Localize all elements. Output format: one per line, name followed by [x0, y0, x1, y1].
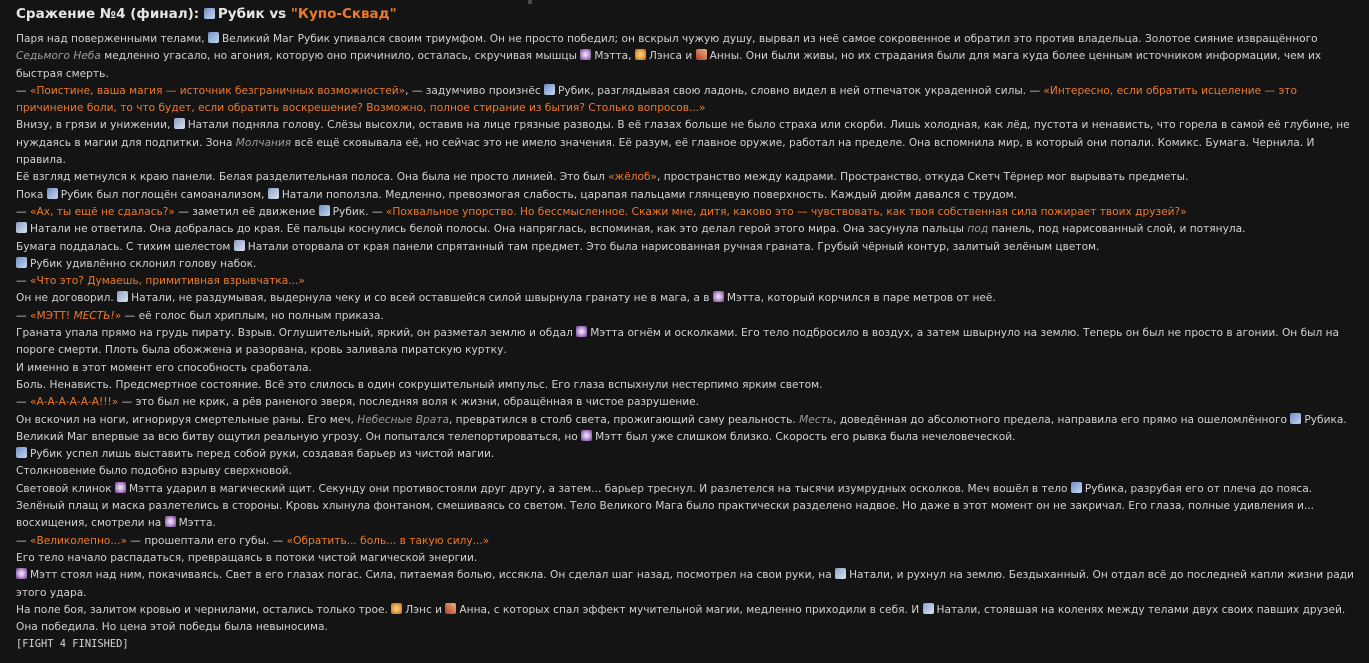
text-run: , разглядывая свою ладонь, словно видел в ней отпечаток украденной силы. — [590, 84, 1041, 97]
character-name: Мэтт [30, 569, 58, 582]
bow-icon [696, 49, 707, 60]
paragraph [16, 221, 1356, 238]
paragraph [16, 394, 1356, 411]
text-run: — [16, 84, 30, 97]
paragraph [16, 446, 1356, 463]
text-run: , пространство между кадрами. Пространство, откуда Скетч Тёрнер мог вырывать предметы. [657, 171, 1189, 184]
fight-title-rubik: Рубик [217, 6, 265, 22]
character-name: Рубика [1084, 482, 1124, 495]
italic-term: Седьмого Неба [16, 50, 101, 63]
paragraph [16, 550, 1356, 567]
text-run: , который корчился в паре метров от неё. [760, 292, 996, 305]
character-name: Натали [30, 223, 71, 236]
quote: «Интересно, если обратить исцеление — это причинение боли, то что будет, если обратить воскрешение? Возможно, полное стирание из бытия? Столько вопросов...» [16, 84, 1297, 115]
wizard-icon [208, 32, 219, 43]
mage-icon [117, 291, 128, 302]
text-run: Бумага поддалась. С тихим шелестом [16, 240, 231, 253]
crossed-swords-icon [165, 516, 176, 527]
quote: «Обратить... боль... в такую силу...» [286, 534, 490, 547]
fight-title-vs: vs [269, 6, 287, 22]
character-name: Натали [936, 603, 978, 616]
wizard-icon [1071, 482, 1082, 493]
text-run: Он не договорил. [16, 292, 114, 305]
quote: «Великолепно...» [29, 534, 127, 547]
quote: «МЭТТ! [29, 309, 71, 322]
text-run: И именно в этот момент его способность сработала. [16, 361, 312, 374]
text-run: , доведённая до абсолютного предела, направила его прямо на ошеломлённого [833, 413, 1288, 426]
quote: «жёлоб» [608, 171, 658, 184]
text-run: — заметил её движение [178, 205, 316, 218]
text-run: оторвала от края панели спрятанный там предмет. Это была нарисованная ручная граната. Грубый чёрный контур, залитый зелёным цветом. [291, 240, 1100, 253]
paragraph [16, 256, 1356, 273]
text-run: , не раздумывая, выдернула чеку и со всей оставшейся силой швырнула гранату не в мага, а в [171, 292, 710, 305]
character-name: Натали [131, 292, 172, 305]
paragraph [16, 290, 1356, 307]
crossed-swords-icon [576, 326, 587, 337]
medal-icon [391, 603, 402, 614]
wizard-icon [544, 84, 555, 95]
character-name: Лэнса [648, 50, 682, 63]
text-run: Световой клинок [16, 482, 112, 495]
character-name: Лэнс [405, 603, 432, 616]
character-name: Рубик [558, 84, 591, 97]
text-run: огнём и осколками. Его тело подбросило в воздух, а затем швырнуло на землю. Теперь он был не просто в агонии. Он был на пороге смерти. Плоть была обожжена и разорвана, кровь заливала пиратскую куртку. [16, 327, 1340, 357]
text-run: — [16, 275, 30, 288]
paragraph [16, 412, 1356, 447]
text-run: . Великий Маг впервые за всю битву ощутил реальную угрозу. Он попытался телепортироваться, но [16, 413, 1347, 443]
text-run: Внизу, в грязи и унижении, [16, 119, 171, 132]
bow-icon [445, 603, 456, 614]
text-run: поползла. Медленно, превозмогая слабость, царапая пальцами глянцевую поверхность. Каждый дюйм давался с трудом. [326, 188, 1017, 201]
text-run: — [16, 396, 30, 409]
text-run: Он вскочил на ноги, игнорируя смертельные раны. Его меч, [16, 413, 354, 426]
quote: «Похвальное упорство. Но бессмысленное. Скажи мне, дитя, каково это — чувствовать, как твоя собственная сила пожирает твоих друзей?» [385, 205, 1187, 218]
quote-italic: МЕСТЬ! [73, 309, 115, 322]
quote: «Ах, ты ещё не сдалась?» [29, 205, 175, 218]
text-run: — [16, 205, 30, 218]
character-name: Рубик [30, 448, 63, 461]
text-run: и [685, 50, 693, 63]
mage-icon [16, 222, 27, 233]
text-run: , — задумчиво произнёс [405, 84, 541, 97]
wizard-icon [16, 257, 27, 268]
character-name: Натали [849, 569, 890, 582]
story-body [16, 31, 1356, 654]
wizard-icon [16, 447, 27, 458]
character-name: Мэтта [594, 50, 629, 63]
text-run: , стоявшая на коленях между телами двух своих павших друзей. [977, 603, 1346, 616]
character-name: Натали [247, 240, 289, 253]
paragraph [16, 83, 1356, 118]
text-run: был поглощён самоанализом, [96, 188, 265, 201]
character-name: Натали [281, 188, 323, 201]
quote: «Поистине, ваша магия — источник безграничных возможностей» [29, 84, 406, 97]
crossed-swords-icon [581, 430, 592, 441]
text-run: , с которых спал эффект мучительной магии, медленно приходили в себя. И [487, 603, 920, 616]
text-run: Она победила. Но цена этой победы была невыносима. [16, 621, 328, 634]
wizard-icon [319, 205, 330, 216]
paragraph [16, 602, 1356, 619]
crossed-swords-icon [580, 49, 591, 60]
paragraph: Паря над поверженными телами, Великий Маг Рубик упивался своим триумфом. Он не просто победил; он вскрыл чужую душу, вырвал из неё самое сокровенное и обратил это против владельца. Золотое сияние извращённого Седьмого Неба медленно угасало, но агония, которую оно причинило, осталась, скручивая мышцы Мэтта, Лэнса и Анны. Они были живы, но их страдания были для мага куда более ценным источником информации, чем их быстрая смерть. [16, 33, 1322, 80]
italic-term: Месть [799, 413, 834, 426]
paragraph [16, 325, 1356, 360]
wizard-icon [1290, 413, 1301, 424]
text-run: Её взгляд метнулся к краю панели. Белая разделительная полоса. Она была не просто линией. Это был [16, 171, 605, 184]
text-run: — [16, 309, 30, 322]
mage-icon [174, 118, 185, 129]
text-run: панель, под нарисованный слой, и потянула. [991, 223, 1246, 236]
mage-icon [268, 188, 279, 199]
fight-title-prefix: Сражение №4 (финал): [16, 6, 200, 22]
paragraph [16, 533, 1356, 550]
text-run: медленно угасало, но агония, которую оно причинило, осталась, скручивая мышцы [104, 50, 577, 63]
text-run: — это был не крик, а рёв раненого зверя, последняя воля к жизни, обращённая в чистое разрушение. [121, 396, 700, 409]
character-name: Мэтта [590, 327, 625, 340]
text-run: успел лишь выставить перед собой руки, создавая барьер из чистой магии. [65, 448, 495, 461]
text-run: Столкновение было подобно взрыву сверхновой. [16, 465, 292, 478]
character-name: Рубик [30, 257, 63, 270]
crossed-swords-icon [713, 291, 724, 302]
text-run: . — [365, 205, 383, 218]
text-run: и [435, 603, 443, 616]
quote: » [114, 309, 122, 322]
italic-term: под [967, 223, 989, 236]
text-run: , разрубая его от плеча до пояса. Зелёный плащ и маска разлетелись в стороны. Кровь хлынула фонтаном, смешиваясь со светом. Тело Великого Мага было практически разделено надвое. Но даже в этот момент он не закричал. Его глаза, полные удивления и... восхищения, смотрели на [16, 482, 1314, 530]
text-run: Пока [16, 188, 44, 201]
quote: «А-А-А-А-А-А!!!» [29, 396, 119, 409]
medal-icon [635, 49, 646, 60]
text-run: всё ещё сковывала её, но сейчас это не имело значения. Её разум, её главное оружие, работал на пределе. Она вспомнила мир, в который они попали. Комикс. Бумага. Чернила. И правила. [16, 136, 1315, 167]
wizard-icon [204, 8, 215, 19]
text-run: — прошептали его губы. — [130, 534, 284, 547]
character-name: Натали [187, 119, 229, 132]
paragraph [16, 636, 1356, 653]
text-run: не ответила. Она добралась до края. Её пальцы коснулись белой полосы. Она напряглась, вспоминая, как это делал герой этого мира. Она засунула пальцы [74, 223, 965, 236]
text-run: — [16, 534, 30, 547]
italic-term: Небесные Врата [357, 413, 449, 426]
paragraph [16, 567, 1356, 602]
paragraph [16, 273, 1356, 290]
paragraph [16, 169, 1356, 186]
fight-title-squad: "Купо-Сквад" [290, 6, 397, 22]
text-run: был уже слишком близко. Скорость его рывка была нечеловеческой. [625, 430, 1016, 443]
character-name: Анна [459, 603, 487, 616]
text-run: . Они были живы, но их страдания были для мага куда более ценным источником информации, чем их быстрая смерть. [16, 50, 1322, 80]
text-run: подняла голову. Слёзы высохли, оставив на лице грязные разводы. В её глазах больше не было страха или скорби. Лишь холодная, как лёд, пустота и ненависть, что горела в самой её глубине, не нуждаясь в магии для подпитки. Зона [16, 119, 1350, 149]
panel-marker [528, 0, 532, 4]
paragraph [16, 481, 1356, 533]
character-name: Рубик [60, 188, 94, 201]
paragraph [16, 239, 1356, 256]
text-run: — её голос был хриплым, но полным приказа. [124, 309, 384, 322]
wizard-icon [47, 188, 58, 199]
paragraph [16, 360, 1356, 377]
text-run: . [212, 517, 216, 530]
paragraph [16, 204, 1356, 221]
fight-finished-tag: [FIGHT 4 FINISHED] [16, 638, 129, 651]
text-run: , превратился в столб света, прожигающий саму реальность. [448, 413, 796, 426]
mage-icon [923, 603, 934, 614]
paragraph [16, 308, 1356, 325]
text-run: ударил в магический щит. Секунду они противостояли друг другу, а затем... барьер треснул. И разлетелся на тысячи изумрудных осколков. Меч вошёл в тело [166, 482, 1068, 495]
paragraph [16, 377, 1356, 394]
character-name: Анны [709, 50, 740, 63]
paragraph [16, 619, 1356, 636]
paragraph [16, 117, 1356, 169]
text-run: , и рухнул на землю. Бездыханный. Он отдал всё до последней капли жизни ради этого удара. [16, 569, 1354, 599]
character-name: Мэтта [726, 292, 761, 305]
paragraph [16, 187, 1356, 204]
italic-term: Молчания [235, 136, 292, 149]
fight-title [16, 6, 397, 22]
crossed-swords-icon [115, 482, 126, 493]
character-name: Мэтта [178, 517, 213, 530]
mage-icon [234, 240, 245, 251]
text-run: На поле боя, залитом кровью и чернилами, остались только трое. [16, 603, 388, 616]
text-run: Боль. Ненависть. Предсмертное состояние. Всё это слилось в один сокрушительный импульс. Его глаза вспыхнули нестерпимо ярким светом. [16, 378, 823, 391]
paragraph [16, 463, 1356, 480]
quote: «Что это? Думаешь, примитивная взрывчатка...» [29, 275, 305, 288]
crossed-swords-icon [16, 568, 27, 579]
character-name: Рубика [1304, 413, 1344, 426]
mage-icon [835, 568, 846, 579]
text-run: Его тело начало распадаться, превращаясь в потоки чистой магической энергии. [16, 551, 478, 564]
character-name: Рубик [332, 205, 366, 218]
text-run: Граната упала прямо на грудь пирату. Взрыв. Оглушительный, яркий, он разметал землю и обдал [16, 327, 573, 340]
text-run: стоял над ним, покачиваясь. Свет в его глазах погас. Сила, питаемая болью, иссякла. Он сделал шаг назад, посмотрел на свои руки, на [60, 569, 832, 582]
text-run: удивлённо склонил голову набок. [65, 257, 257, 270]
character-name: Великий Маг Рубик [222, 33, 331, 45]
character-name: Мэтт [595, 430, 623, 443]
character-name: Мэтта [129, 482, 163, 495]
text-run: упивался своим триумфом. Он не просто победил; он вскрыл чужую душу, вырвал из неё самое сокровенное и обратил это против владельца. Золотое сияние извращённого [333, 33, 1318, 45]
text-run: Паря над поверженными телами, [16, 33, 205, 45]
